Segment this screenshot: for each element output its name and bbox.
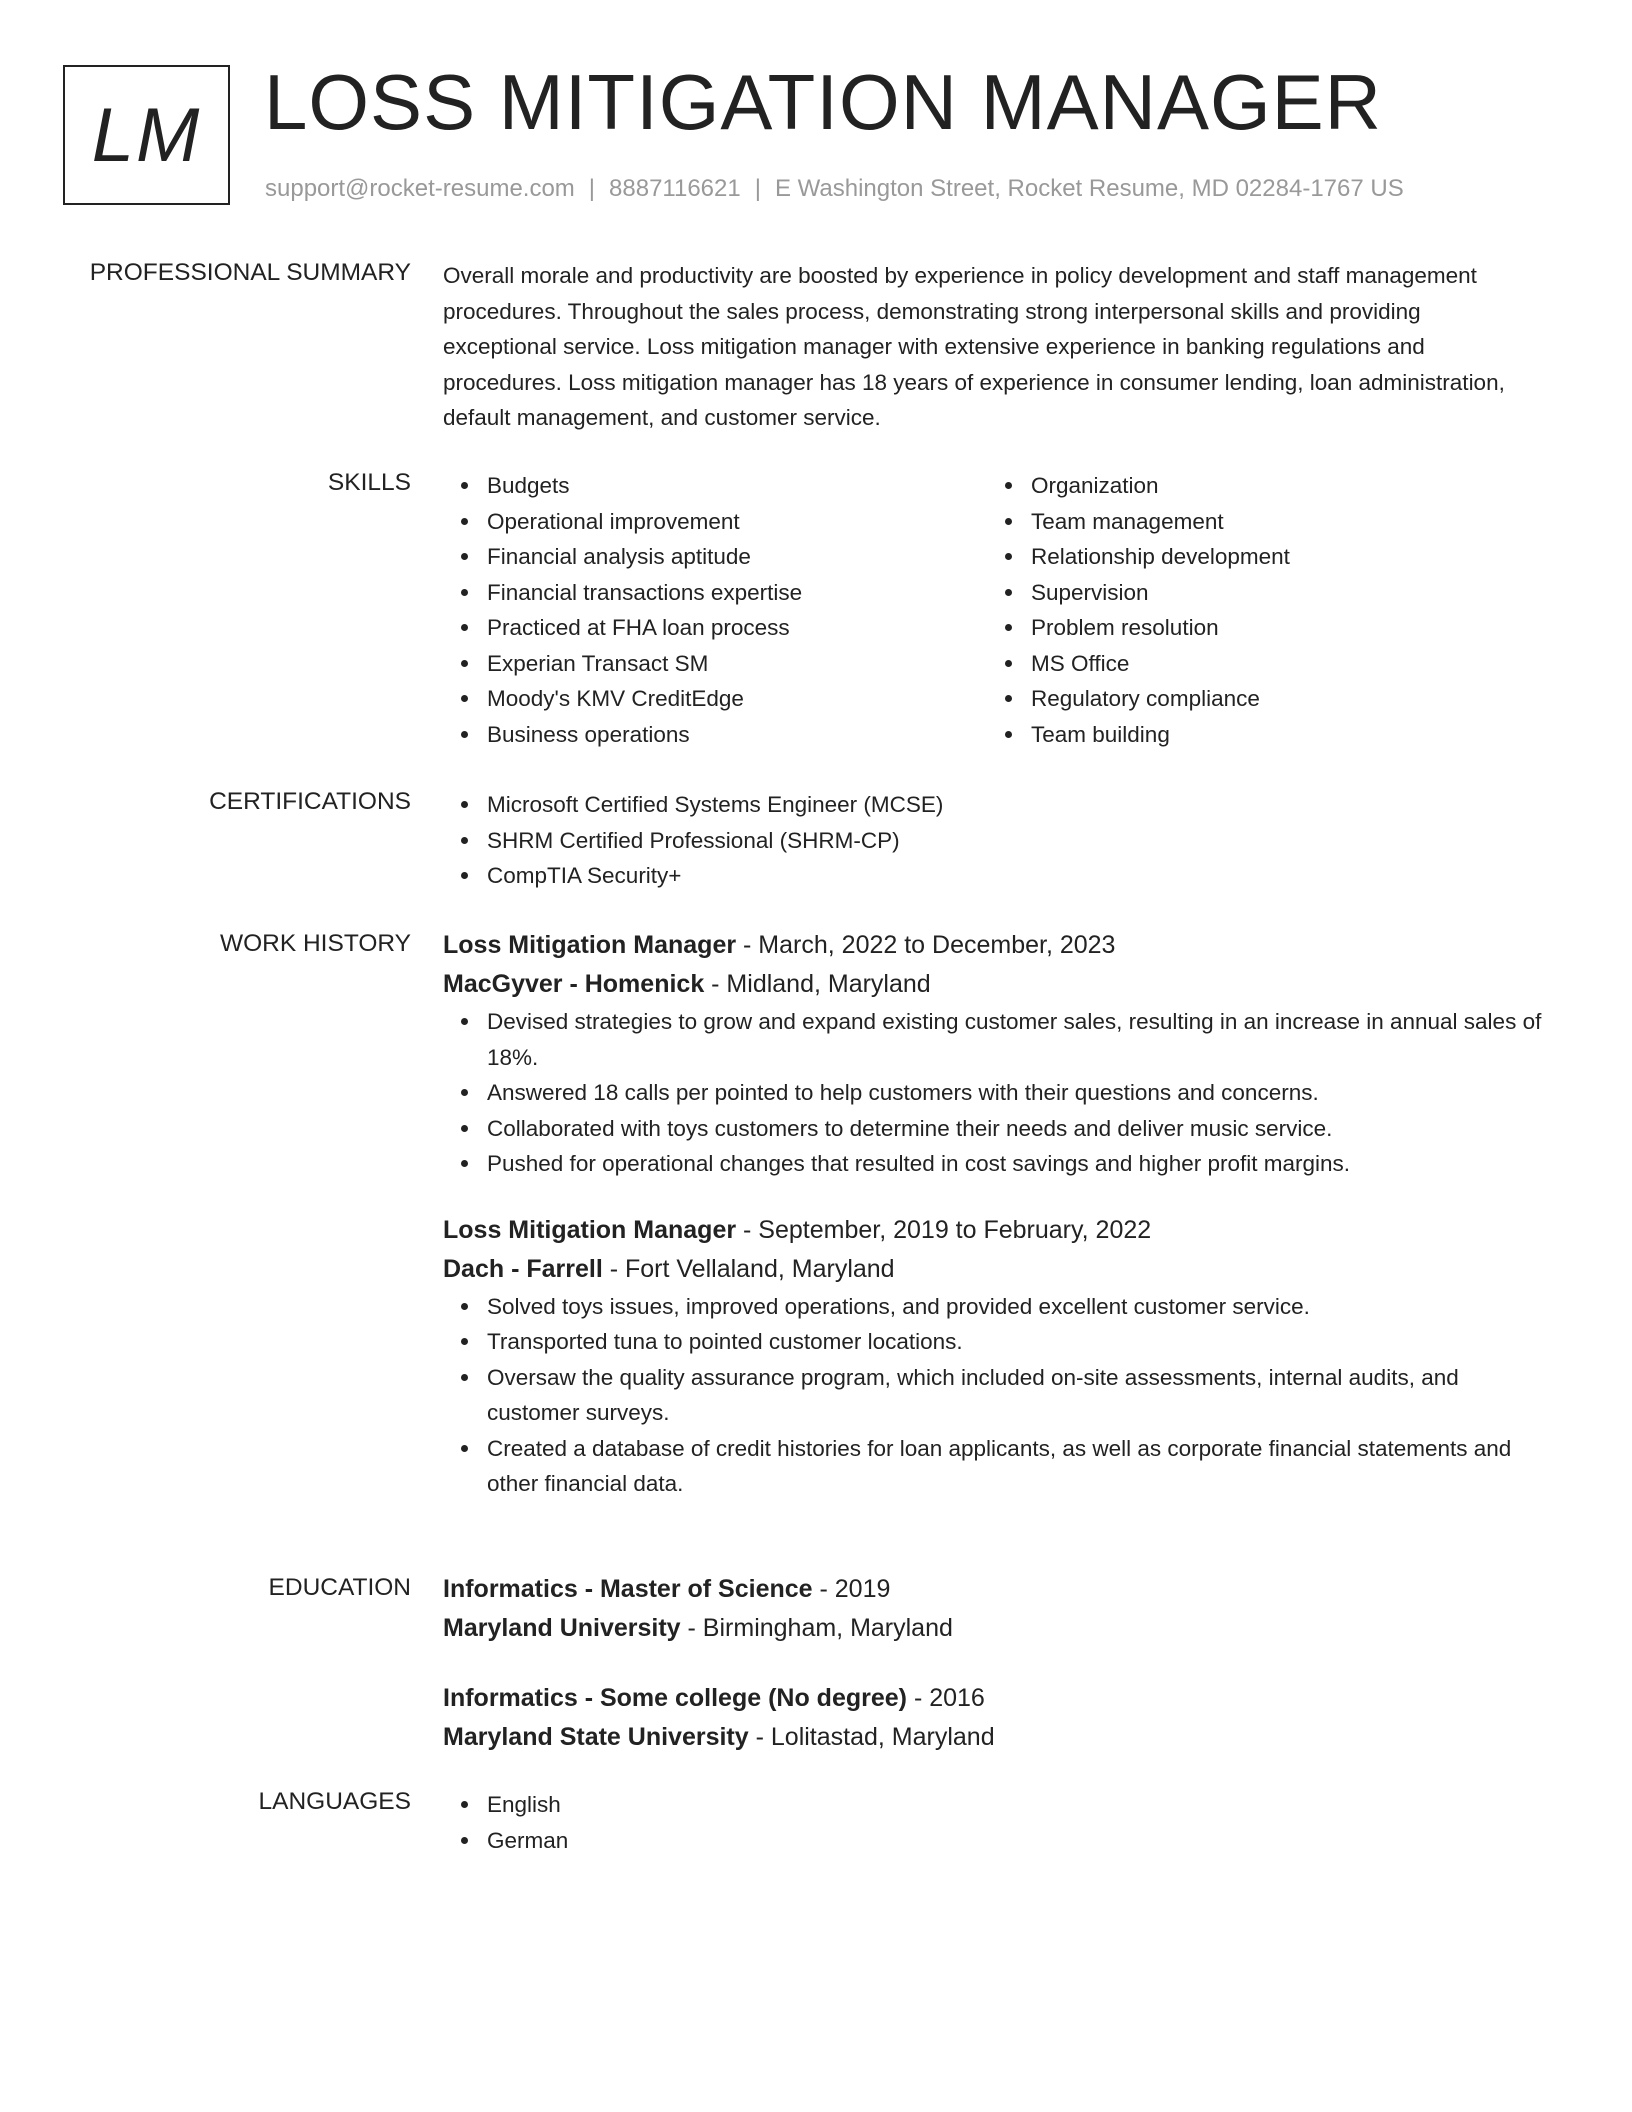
- job-title-line: [443, 1211, 1543, 1250]
- list-item: Business operations: [487, 717, 987, 753]
- work-history-body: [443, 926, 1543, 1502]
- education-location: - Lolitastad, Maryland: [748, 1723, 995, 1751]
- list-item: Answered 18 calls per pointed to help customers with their questions and concerns.: [487, 1075, 1543, 1111]
- education-location: - Birmingham, Maryland: [680, 1614, 953, 1642]
- list-item: German: [487, 1823, 1543, 1859]
- job-title: Loss Mitigation Manager: [443, 931, 737, 959]
- job-entry: [443, 926, 1543, 1182]
- monogram-logo: LM: [63, 65, 230, 205]
- list-item: English: [487, 1787, 1543, 1823]
- languages-body: [443, 1787, 1543, 1858]
- skills-column-right: [987, 468, 1531, 752]
- job-company: MacGyver - Homenick: [443, 970, 705, 998]
- contact-separator: |: [588, 175, 596, 202]
- contact-email[interactable]: support@rocket-resume.com: [265, 175, 575, 202]
- certifications-body: [443, 787, 1543, 894]
- resume-title: LOSS MITIGATION MANAGER: [264, 58, 1383, 146]
- contact-address: E Washington Street, Rocket Resume, MD 02284-1767 US: [774, 175, 1404, 202]
- education-entry: [443, 1679, 1543, 1757]
- job-bullets: [443, 1289, 1543, 1502]
- education-degree: Informatics - Master of Science: [443, 1575, 813, 1603]
- list-item: Operational improvement: [487, 504, 987, 540]
- list-item: Collaborated with toys customers to determine their needs and deliver music service.: [487, 1111, 1543, 1147]
- summary-body: [443, 258, 1523, 436]
- education-school-line: [443, 1609, 1543, 1648]
- list-item: Problem resolution: [1031, 610, 1531, 646]
- education-year: - 2016: [907, 1684, 985, 1712]
- job-bullets: [443, 1004, 1543, 1182]
- section-label-skills: SKILLS: [327, 469, 411, 496]
- contact-phone[interactable]: 8887116621: [609, 175, 741, 202]
- job-dates: - March, 2022 to December, 2023: [736, 931, 1116, 959]
- list-item: CompTIA Security+: [487, 858, 1543, 894]
- list-item: SHRM Certified Professional (SHRM-CP): [487, 823, 1543, 859]
- list-item: Practiced at FHA loan process: [487, 610, 987, 646]
- list-item: Supervision: [1031, 575, 1531, 611]
- summary-text: Overall morale and productivity are boosted by experience in policy development and staff management procedures. Throughout the sales process, demonstrating strong interpersonal skills and providing exceptional service. Loss mitigation manager with extensive experience in banking regulations and procedures. Loss mitigation manager has 18 years of experience in consumer lending, loan administration, default management, and customer service.: [443, 263, 1505, 430]
- job-dates: - September, 2019 to February, 2022: [736, 1215, 1152, 1244]
- list-item: Budgets: [487, 468, 987, 504]
- job-title: Loss Mitigation Manager: [443, 1215, 737, 1244]
- education-degree-line: [443, 1679, 1543, 1718]
- list-item: Solved toys issues, improved operations, and provided excellent customer service.: [487, 1289, 1543, 1325]
- education-degree-line: [443, 1570, 1543, 1609]
- languages-list: [443, 1787, 1543, 1858]
- section-label-summary: PROFESSIONAL SUMMARY: [89, 259, 411, 286]
- education-school: Maryland State University: [443, 1723, 749, 1751]
- job-title-line: [443, 926, 1543, 965]
- list-item: Financial transactions expertise: [487, 575, 987, 611]
- certifications-list: [443, 787, 1543, 894]
- list-item: Created a database of credit histories for loan applicants, as well as corporate financial statements and other financial data.: [487, 1431, 1543, 1502]
- list-item: Devised strategies to grow and expand existing customer sales, resulting in an increase in annual sales of 18%.: [487, 1004, 1543, 1075]
- education-school-line: [443, 1718, 1543, 1757]
- section-label-work-history: WORK HISTORY: [219, 930, 411, 957]
- education-entry: [443, 1570, 1543, 1648]
- section-label-education: EDUCATION: [268, 1574, 411, 1601]
- list-item: Regulatory compliance: [1031, 681, 1531, 717]
- job-entry: [443, 1211, 1543, 1502]
- education-body: [443, 1570, 1543, 1757]
- contact-separator: |: [754, 175, 761, 202]
- list-item: Team building: [1031, 717, 1531, 753]
- skills-grid: [443, 468, 1543, 752]
- job-company: Dach - Farrell: [443, 1254, 603, 1283]
- list-item: Microsoft Certified Systems Engineer (MCSE): [487, 787, 1543, 823]
- skills-list-left: [443, 468, 987, 752]
- list-item: Organization: [1031, 468, 1531, 504]
- education-degree: Informatics - Some college (No degree): [443, 1684, 907, 1712]
- education-school: Maryland University: [443, 1614, 681, 1642]
- list-item: Financial analysis aptitude: [487, 539, 987, 575]
- job-location: - Fort Vellaland, Maryland: [602, 1254, 895, 1283]
- contact-line: [265, 173, 1404, 205]
- list-item: Experian Transact SM: [487, 646, 987, 682]
- job-company-line: [443, 1250, 1543, 1289]
- list-item: Relationship development: [1031, 539, 1531, 575]
- list-item: Transported tuna to pointed customer locations.: [487, 1324, 1543, 1360]
- list-item: Pushed for operational changes that resulted in cost savings and higher profit margins.: [487, 1146, 1543, 1182]
- job-location: - Midland, Maryland: [704, 970, 931, 998]
- list-item: Moody's KMV CreditEdge: [487, 681, 987, 717]
- section-label-certifications: CERTIFICATIONS: [209, 788, 411, 815]
- list-item: MS Office: [1031, 646, 1531, 682]
- list-item: Oversaw the quality assurance program, which included on-site assessments, internal audits, and customer surveys.: [487, 1360, 1543, 1431]
- job-company-line: [443, 965, 1543, 1004]
- skills-list-right: [987, 468, 1531, 752]
- section-label-languages: LANGUAGES: [258, 1788, 411, 1815]
- skills-column-left: [443, 468, 987, 752]
- education-year: - 2019: [812, 1575, 891, 1603]
- skills-body: [443, 468, 1543, 752]
- list-item: Team management: [1031, 504, 1531, 540]
